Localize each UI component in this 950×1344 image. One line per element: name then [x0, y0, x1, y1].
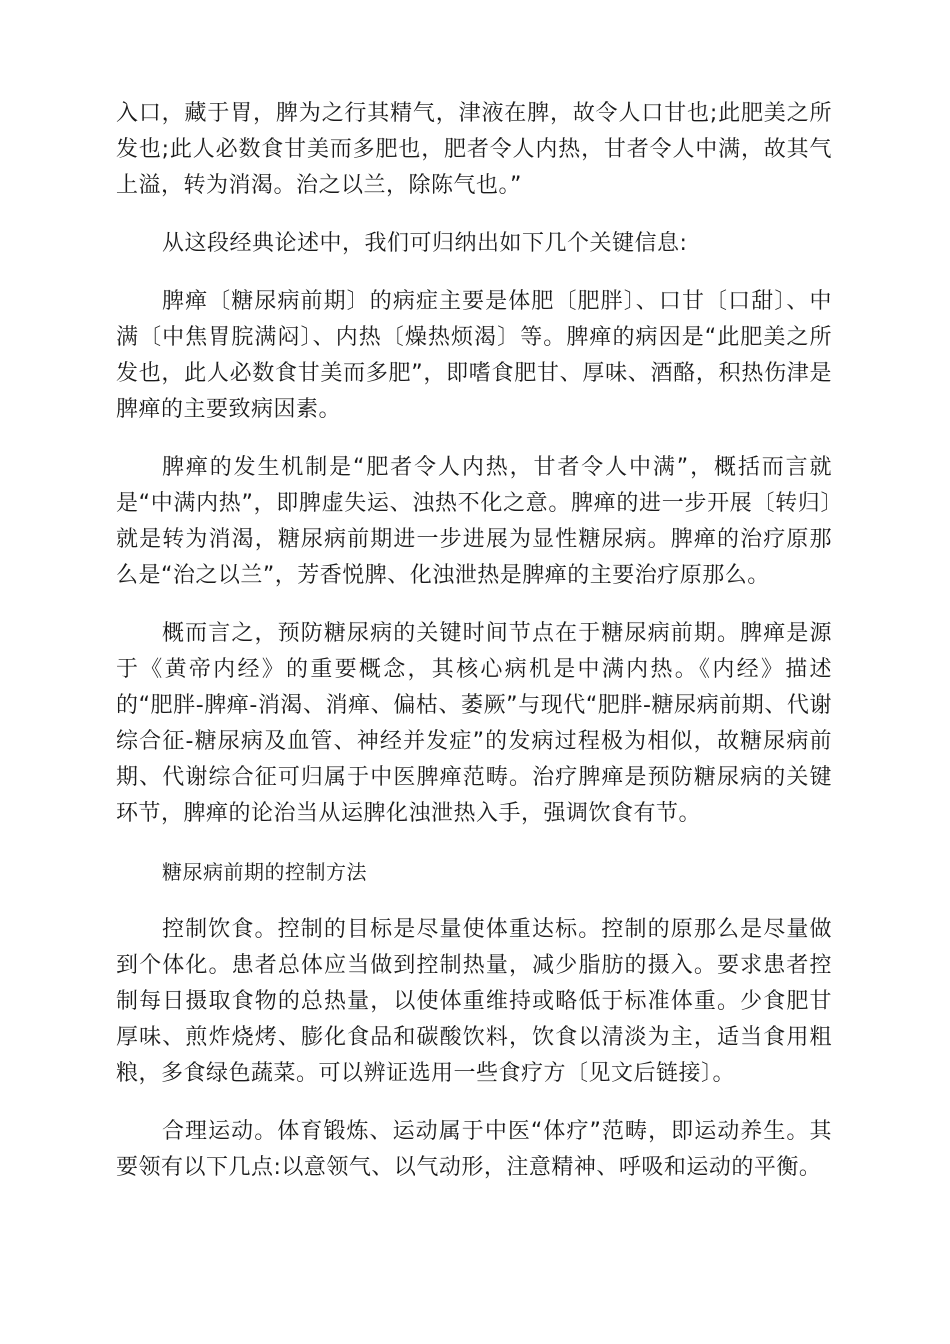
paragraph-exercise: 合理运动。体育锻炼、运动属于中医“体疗”范畴，即运动养生。其要领有以下几点:以意领气、以气动形，注意精神、呼吸和运动的平衡。 [116, 1119, 832, 1180]
paragraph-diet-control: 控制饮食。控制的目标是尽量使体重达标。控制的原那么是尽量做到个体化。患者总体应当做到控制热量，减少脂肪的摄入。要求患者控制每日摄取食物的总热量，以使体重维持或略低于标准体重。少食肥甘厚味、煎炸烧烤、膨化食品和碳酸饮料，饮食以清淡为主，适当食用粗粮，多食绿色蔬菜。可以辨证选用一些食疗方〔见文后链接〕。 [116, 917, 832, 1086]
paragraph-summary-intro: 从这段经典论述中，我们可归纳出如下几个关键信息: [162, 231, 688, 256]
paragraph-symptoms: 脾瘅〔糖尿病前期〕的病症主要是体肥〔肥胖〕、口甘〔口甜〕、中满〔中焦胃脘满闷〕、内热〔燥热烦渴〕等。脾瘅的病因是“此肥美之所发也，此人必数食甘美而多肥”，即嗜食肥甘、厚味、酒酪，积热伤津是脾瘅的主要致病因素。 [116, 289, 832, 422]
section-heading: 糖尿病前期的控制方法 [162, 860, 367, 884]
paragraph-conclusion: 概而言之，预防糖尿病的关键时间节点在于糖尿病前期。脾瘅是源于《黄帝内经》的重要概念，其核心病机是中满内热。《内经》描述的“肥胖-脾瘅-消渴、消瘅、偏枯、萎厥”与现代“肥胖-糖尿病前期、代谢综合征-糖尿病及血管、神经并发症”的发病过程极为相似，故糖尿病前期、代谢综合征可归属于中医脾瘅范畴。治疗脾瘅是预防糖尿病的关键环节，脾瘅的论治当从运脾化浊泄热入手，强调饮食有节。 [116, 621, 832, 826]
document-body [116, 96, 832, 1208]
paragraph-continuation: 入口，藏于胃，脾为之行其精气，津液在脾，故令人口甘也;此肥美之所发也;此人必数食甘美而多肥也，肥者令人内热，甘者令人中满，故其气上溢，转为消渴。治之以兰，除陈气也。” [116, 101, 832, 198]
paragraph-mechanism: 脾瘅的发生机制是“肥者令人内热，甘者令人中满”，概括而言就是“中满内热”，即脾虚失运、浊热不化之意。脾瘅的进一步开展〔转归〕就是转为消渴，糖尿病前期进一步进展为显性糖尿病。脾瘅的治疗原那么是“治之以兰”，芳香悦脾、化浊泄热是脾瘅的主要治疗原那么。 [116, 455, 832, 588]
